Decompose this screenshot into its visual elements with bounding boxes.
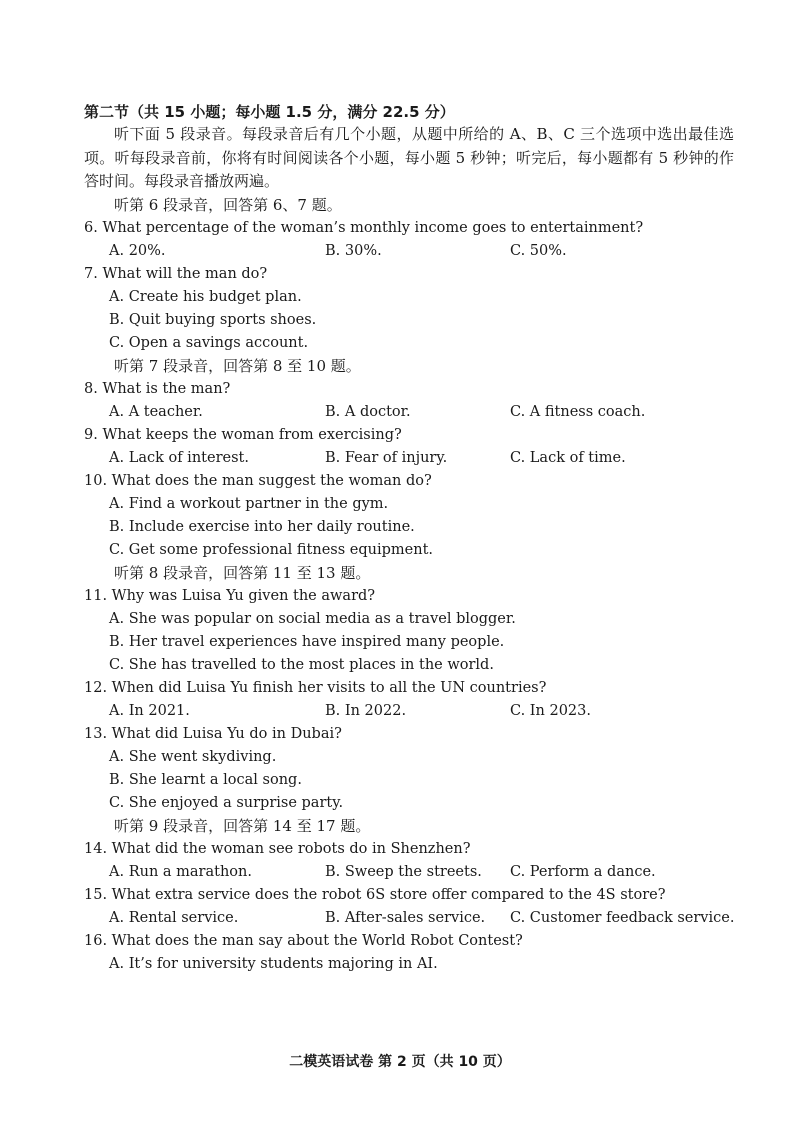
answer-options-row xyxy=(84,401,734,424)
section-instructions: 听下面 5 段录音。每段录音后有几个小题，从题中所给的 A、B、C 三个选项中选出最佳选项。听每段录音前，你将有时间阅读各个小题，每小题 5 秒钟；听完后，每小题都有 5 秒钟的作答时间。每段录音播放两遍。 xyxy=(84,125,734,190)
question-stem: 10. What does the man suggest the woman do? xyxy=(84,472,432,489)
option-b: B. Sweep the streets. xyxy=(325,863,482,880)
option-b: B. In 2022. xyxy=(325,702,407,719)
option-a: A. Find a workout partner in the gym. xyxy=(109,495,389,512)
option-c: C. Open a savings account. xyxy=(109,334,309,351)
question-block xyxy=(84,217,734,263)
question-block xyxy=(84,585,734,677)
option-b: B. Include exercise into her daily routine. xyxy=(109,518,415,535)
question-block xyxy=(84,677,734,723)
answer-options-row xyxy=(84,861,734,884)
question-block xyxy=(84,378,734,424)
question-stem: 16. What does the man say about the World Robot Contest? xyxy=(84,932,523,949)
option-c: C. 50%. xyxy=(510,242,567,259)
page-content xyxy=(84,101,734,976)
page-footer: 二模英语试卷 第 2 页（共 10 页） xyxy=(289,1054,511,1070)
question-stem: 9. What keeps the woman from exercising? xyxy=(84,426,402,443)
option-b: B. After-sales service. xyxy=(325,909,486,926)
option-a: A. She went skydiving. xyxy=(109,748,277,765)
listening-section-intro: 听第 8 段录音，回答第 11 至 13 题。 xyxy=(114,563,371,582)
option-a: A. Run a marathon. xyxy=(109,863,252,880)
option-c: C. She enjoyed a surprise party. xyxy=(109,794,344,811)
option-b: B. 30%. xyxy=(325,242,382,259)
option-c: C. She has travelled to the most places in the world. xyxy=(109,656,494,673)
answer-options-row xyxy=(84,907,734,930)
question-stem: 14. What did the woman see robots do in Shenzhen? xyxy=(84,840,471,857)
question-stem: 12. When did Luisa Yu finish her visits to all the UN countries? xyxy=(84,679,547,696)
option-b: B. A doctor. xyxy=(325,403,411,420)
question-block xyxy=(84,263,734,355)
option-c: C. Perform a dance. xyxy=(510,863,656,880)
listening-section-intro: 听第 7 段录音，回答第 8 至 10 题。 xyxy=(114,356,361,375)
question-stem: 11. Why was Luisa Yu given the award? xyxy=(84,587,376,604)
option-b: B. She learnt a local song. xyxy=(109,771,302,788)
option-a: A. Lack of interest. xyxy=(109,449,249,466)
question-stem: 7. What will the man do? xyxy=(84,265,268,282)
question-stem: 6. What percentage of the woman’s monthly income goes to entertainment? xyxy=(84,219,644,236)
question-block xyxy=(84,838,734,884)
listening-section-intro: 听第 6 段录音，回答第 6、7 题。 xyxy=(114,195,342,214)
option-b: B. Quit buying sports shoes. xyxy=(109,311,317,328)
section-title: 第二节（共 15 小题；每小题 1.5 分，满分 22.5 分） xyxy=(84,103,455,121)
option-c: C. Lack of time. xyxy=(510,449,626,466)
option-a: A. In 2021. xyxy=(109,702,190,719)
option-c: C. Customer feedback service. xyxy=(510,909,735,926)
answer-options-row xyxy=(84,447,734,470)
option-a: A. 20%. xyxy=(109,242,166,259)
question-block xyxy=(84,884,734,930)
question-groups xyxy=(84,194,734,976)
question-block xyxy=(84,723,734,815)
answer-options-row xyxy=(84,700,734,723)
question-block xyxy=(84,424,734,470)
option-a: A. It’s for university students majoring in AI. xyxy=(109,955,438,972)
option-a: A. A teacher. xyxy=(109,403,203,420)
option-b: B. Her travel experiences have inspired many people. xyxy=(109,633,505,650)
option-c: C. Get some professional fitness equipment. xyxy=(109,541,434,558)
option-b: B. Fear of injury. xyxy=(325,449,448,466)
question-stem: 8. What is the man? xyxy=(84,380,231,397)
question-stem: 13. What did Luisa Yu do in Dubai? xyxy=(84,725,342,742)
listening-section-intro: 听第 9 段录音，回答第 14 至 17 题。 xyxy=(114,816,371,835)
option-a: A. Create his budget plan. xyxy=(109,288,302,305)
option-c: C. A fitness coach. xyxy=(510,403,646,420)
question-block xyxy=(84,470,734,562)
question-block xyxy=(84,930,734,976)
answer-options-row xyxy=(84,240,734,263)
option-a: A. Rental service. xyxy=(109,909,239,926)
question-stem: 15. What extra service does the robot 6S store offer compared to the 4S store? xyxy=(84,886,666,903)
option-a: A. She was popular on social media as a travel blogger. xyxy=(109,610,516,627)
option-c: C. In 2023. xyxy=(510,702,591,719)
